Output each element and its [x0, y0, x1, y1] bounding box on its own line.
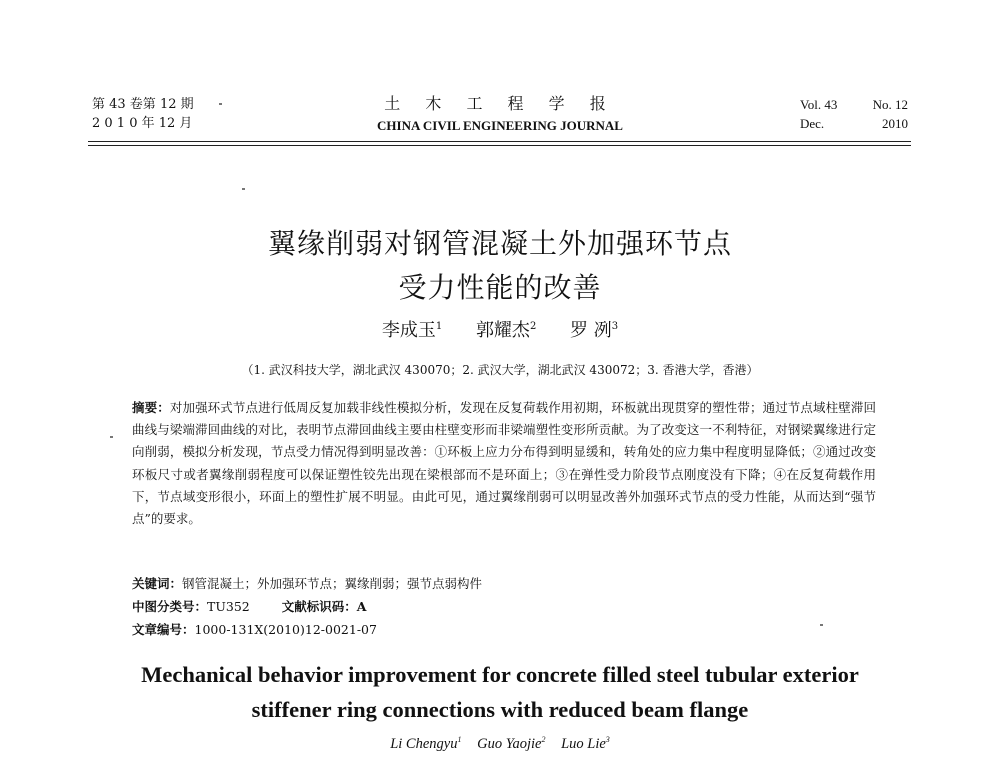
number-en: No. 12	[872, 97, 908, 112]
year-en: 2010	[882, 116, 908, 131]
scan-speck	[242, 188, 245, 190]
scan-speck	[219, 103, 222, 105]
author-list-cn	[0, 316, 1000, 342]
scan-speck	[820, 624, 823, 626]
title-line-2: 受力性能的改善	[398, 271, 602, 304]
en-title-line-2: stiffener ring connections with reduced beam flange	[251, 697, 749, 722]
author-list-en	[0, 735, 1000, 753]
header-rule-thin	[88, 145, 911, 146]
paper-title-cn	[0, 222, 1000, 310]
author-en: Guo Yaojie$^2$	[477, 735, 546, 752]
en-title-line-1: Mechanical behavior improvement for concrete filled steel tubular exterior	[141, 662, 859, 687]
journal-name-en: CHINA CIVIL ENGINEERING JOURNAL	[377, 118, 623, 133]
journal-name-cn: 土 木 工 程 学 报	[384, 94, 616, 113]
author: 罗 冽$^3$	[570, 320, 619, 341]
clc-label: 中图分类号：	[132, 599, 208, 614]
article-number-label: 文章编号：	[132, 622, 195, 637]
author: 李成玉$^1$	[381, 320, 443, 341]
article-number	[132, 620, 377, 638]
abstract-text: 对加强环式节点进行低周反复加载非线性模拟分析，发现在反复荷载作用初期，环板就出现贯穿的塑性带；通过节点域柱壁滞回曲线与梁端滞回曲线的对比，表明节点滞回曲线主要由柱壁变形而非梁端塑性变形所贡献。为了改变这一不利特征，对钢梁翼缘进行定向削弱，模拟分析发现，节点受力情况得到明显改善：①环板上应力分布得到明显缓和，转角处的应力集中程度明显降低；②通过改变环板尺寸或者翼缘削弱程度可以保证塑性铰先出现在梁根部而不是环面上；③在弹性受力阶段节点刚度没有下降；④在反复荷载作用下，节点域变形很小，环面上的塑性扩展不明显。由此可见，通过翼缘削弱可以明显改善外加强环式节点的受力性能，从而达到“强节点”的要求。	[132, 400, 876, 527]
header-rule-thick	[88, 141, 911, 142]
keywords	[132, 574, 482, 592]
scan-speck	[110, 436, 113, 438]
keywords-text: 钢管混凝土；外加强环节点；翼缘削弱；强节点弱构件	[182, 576, 483, 591]
issue-info-en	[800, 95, 908, 133]
classification	[132, 597, 366, 615]
article-number-value: 1000-131X(2010)12-0021-07	[194, 622, 377, 637]
affiliations: （1. 武汉科技大学，湖北武汉 430070；2. 武汉大学，湖北武汉 430072；3. 香港大学，香港）	[241, 363, 759, 377]
month-en: Dec.	[800, 116, 825, 131]
volume-cn: 第 43 卷第 12 期	[92, 97, 194, 112]
author-en: Luo Lie$^3$	[561, 735, 610, 752]
doc-code-label: 文献标识码：	[281, 599, 357, 614]
title-line-1: 翼缘削弱对钢管混凝土外加强环节点	[267, 227, 732, 260]
date-cn: 2 0 1 0 年 12 月	[92, 116, 193, 131]
keywords-label: 关键词：	[132, 576, 183, 591]
volume-en: Vol. 43	[800, 97, 838, 112]
doc-code-value: A	[356, 599, 367, 614]
paper-title-en	[0, 657, 1000, 727]
abstract	[132, 397, 876, 530]
author: 郭耀杰$^2$	[475, 320, 537, 341]
clc-value: TU352	[207, 599, 250, 614]
author-en: Li Chengyu$^1$	[390, 735, 462, 752]
abstract-label: 摘要：	[132, 400, 170, 415]
